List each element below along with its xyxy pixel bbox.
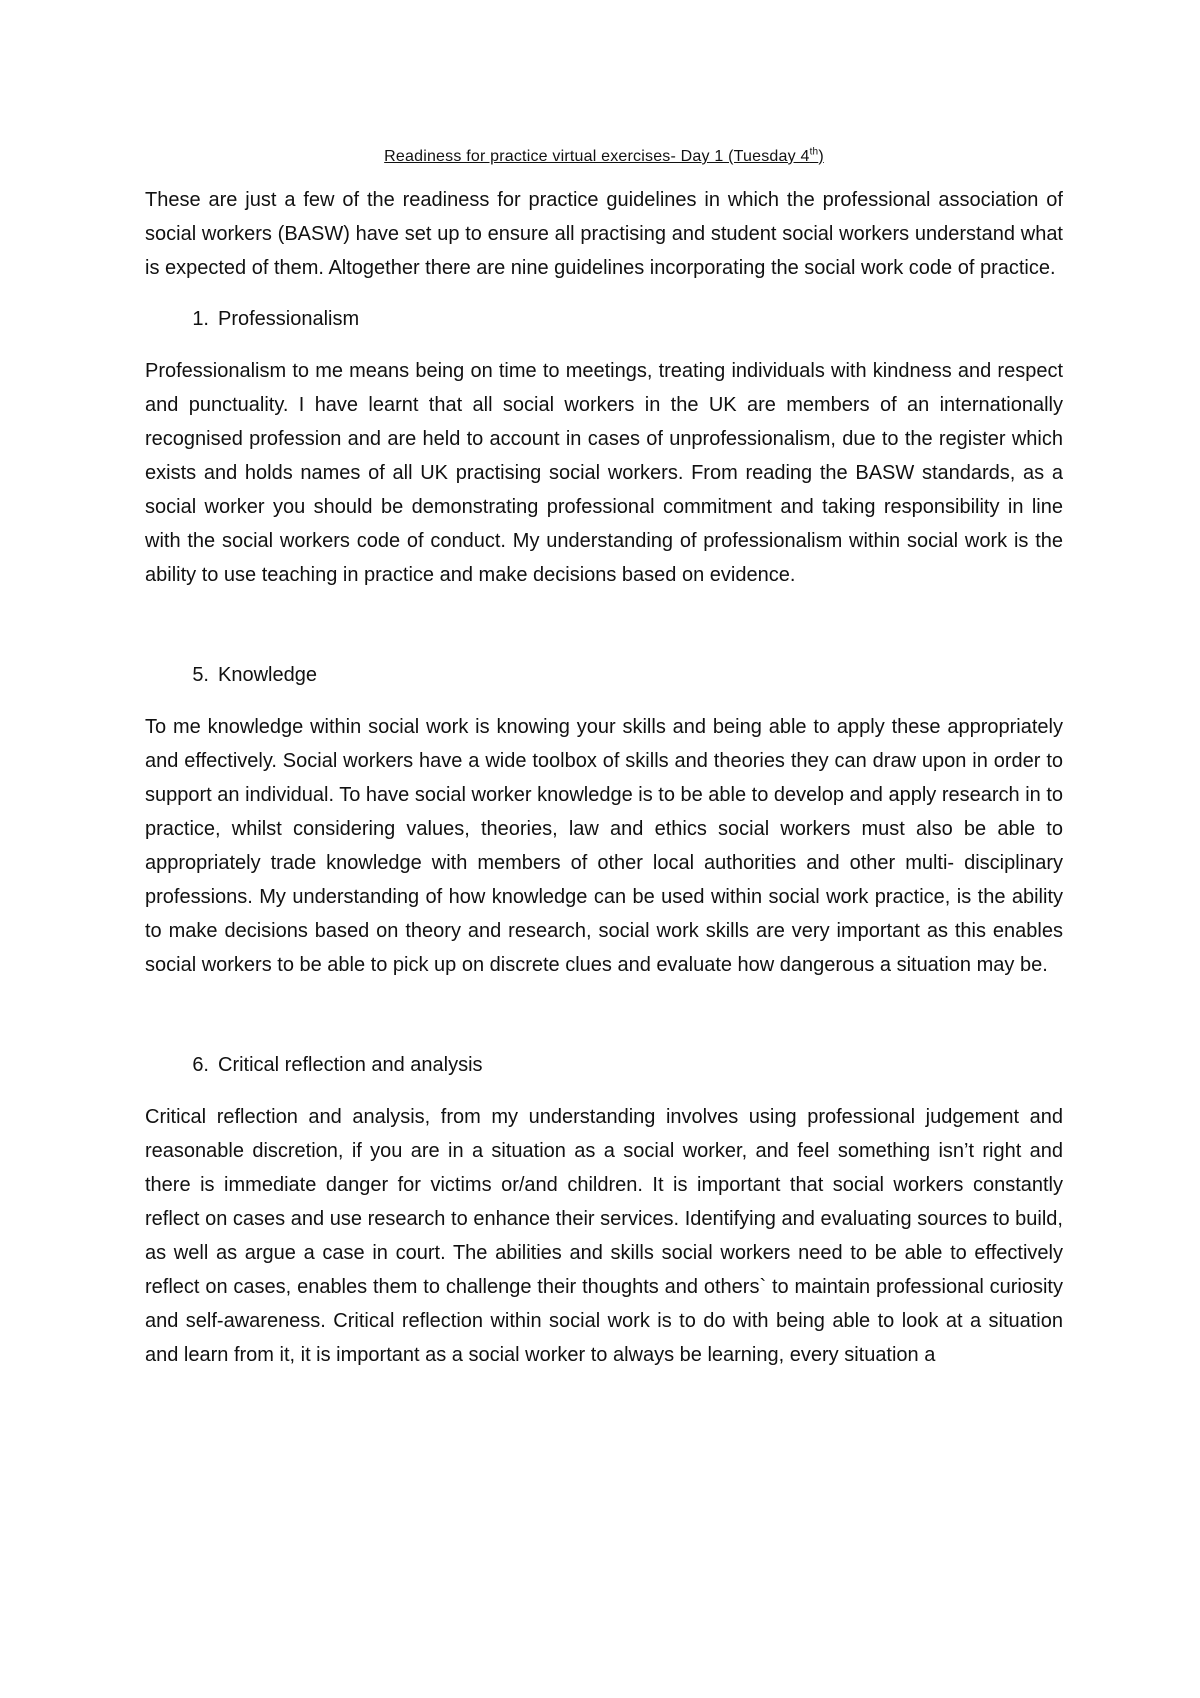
document-title <box>145 145 1063 169</box>
document-title-superscript: th <box>809 146 819 158</box>
section-title: Professionalism <box>218 308 360 330</box>
document-title-text <box>384 148 824 165</box>
section-heading-knowledge <box>145 658 1063 692</box>
document-title-end: ) <box>818 148 824 165</box>
section-number: 1. <box>192 308 209 330</box>
section-spacer <box>145 999 1063 1048</box>
intro-paragraph: These are just a few of the readiness for practice guidelines in which the professional association of social workers (BASW) have set up to ensure all practising and student social workers understand what is expected of them. Altogether there are nine guidelines incorporating the social work code of practice. <box>145 189 1063 279</box>
document-title-main: Readiness for practice virtual exercises- Day 1 (Tuesday 4 <box>384 148 810 165</box>
document-content <box>145 145 1063 1389</box>
section-heading-professionalism <box>145 302 1063 336</box>
section-body-knowledge: To me knowledge within social work is knowing your skills and being able to apply these appropriately and effectively. Social workers have a wide toolbox of skills and theories they can draw upon in order to support an individual. To have social worker knowledge is to be able to develop and apply research in to practice, whilst considering values, theories, law and ethics social workers must also be able to appropriately trade knowledge with members of other local authorities and other multi- disciplinary professions. My understanding of how knowledge can be used within social work practice, is the ability to make decisions based on theory and research, social work skills are very important as this enables social workers to be able to pick up on discrete clues and evaluate how dangerous a situation may be. <box>145 716 1063 976</box>
section-title: Critical reflection and analysis <box>218 1054 483 1076</box>
section-heading-critical-reflection <box>145 1048 1063 1082</box>
section-body-critical-reflection: Critical reflection and analysis, from my understanding involves using professional judgement and reasonable discretion, if you are in a situation as a social worker, and feel something isn’t right and there is immediate danger for victims or/and children. It is important that social workers constantly reflect on cases and use research to enhance their services. Identifying and evaluating sources to build, as well as argue a case in court. The abilities and skills social workers need to be able to effectively reflect on cases, enables them to challenge their thoughts and others` to maintain professional curiosity and self-awareness. Critical reflection within social work is to do with being able to look at a situation and learn from it, it is important as a social worker to always be learning, every situation a <box>145 1106 1063 1366</box>
section-title: Knowledge <box>218 664 317 686</box>
section-number: 5. <box>192 664 209 686</box>
section-spacer <box>145 609 1063 658</box>
section-body-professionalism: Professionalism to me means being on time to meetings, treating individuals with kindness and respect and punctuality. I have learnt that all social workers in the UK are members of an internationally recognised profession and are held to account in cases of unprofessionalism, due to the register which exists and holds names of all UK practising social workers. From reading the BASW standards, as a social worker you should be demonstrating professional commitment and taking responsibility in line with the social workers code of conduct. My understanding of professionalism within social work is the ability to use teaching in practice and make decisions based on evidence. <box>145 360 1063 586</box>
section-number: 6. <box>192 1054 209 1076</box>
